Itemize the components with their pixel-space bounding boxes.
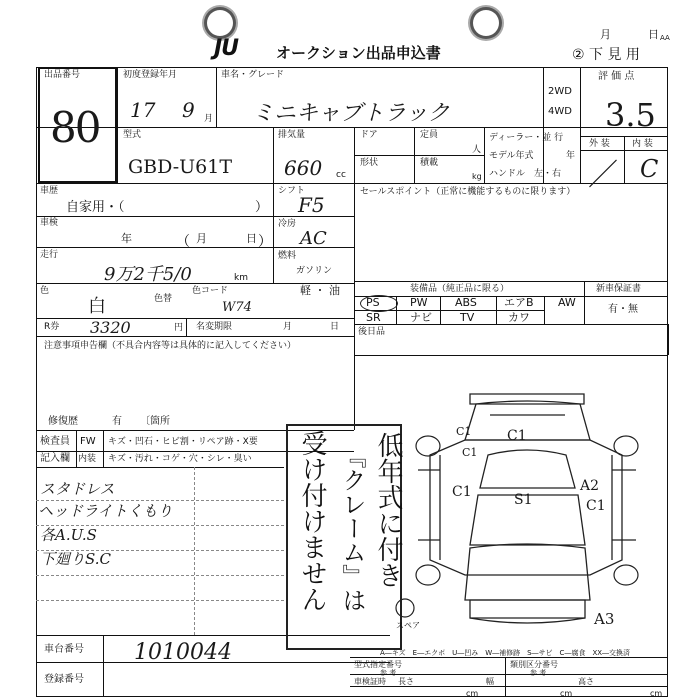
inspector-fw: FW: [80, 436, 96, 447]
height-label: 高さ: [578, 677, 594, 686]
width-label: 幅: [486, 677, 494, 686]
color-label: 色: [40, 286, 50, 296]
warranty-value: 有・無: [608, 304, 638, 315]
exterior-label: 外 装: [589, 139, 610, 149]
notes-label: 注意事項申告欄（不具合内容等は具体的に記入してください）: [44, 341, 297, 351]
stamp-line-3: 受け付けません: [297, 430, 327, 612]
class-number-label: 類別区分番号: [510, 660, 558, 669]
type-approval-label: 型式指定番号: [354, 660, 402, 669]
model-label: 型式: [123, 130, 142, 140]
inspection-label: 車検: [40, 218, 59, 228]
color-code-label: 色コード: [192, 286, 229, 296]
shape-label: 形状: [360, 158, 379, 168]
drive-2wd: 2WD: [548, 86, 572, 97]
fuel-label: 燃料: [278, 251, 297, 261]
class-number-ref: 参 考: [530, 669, 547, 677]
remark-1: スタドレス: [40, 480, 115, 498]
equip-abs: ABS: [455, 296, 477, 309]
repair-value: 有: [112, 416, 122, 427]
equipment-label: 装備品（純正品に限る）: [410, 284, 510, 294]
equip-sr: SR: [366, 311, 381, 324]
load-label: 積載: [420, 158, 439, 168]
equip-tv: TV: [460, 311, 475, 324]
damage-mark-5: S1: [514, 492, 533, 508]
repair-bracket: 〔箇所: [140, 416, 170, 427]
damage-legend: A―キズ E―エクボ U―凹み W―補修跡 S―サビ C―腐食 XX―交換済: [380, 649, 631, 657]
record-in: 内装: [78, 454, 97, 464]
width-unit: cm: [560, 689, 573, 698]
door-label: ドア: [360, 130, 378, 140]
history-value: 自家用・（: [66, 200, 125, 215]
car-name-value: ミニキャブトラック: [252, 101, 450, 126]
mileage-unit: km: [234, 273, 248, 283]
mileage-value: 9万2千5/0: [104, 264, 192, 285]
chassis-label: 車台番号: [44, 644, 84, 655]
height-unit: cm: [650, 689, 663, 698]
spare-label: スペア: [396, 621, 420, 630]
length-label: 長さ: [398, 677, 414, 686]
interior-value: C: [640, 155, 659, 183]
name-change-month: 月: [283, 322, 293, 332]
header-aa: AA: [660, 34, 670, 42]
lot-number-label: 出品番号: [44, 70, 81, 80]
aircon-label: 冷房: [278, 219, 297, 229]
stamp-line-1: 低年式に付き: [373, 432, 403, 588]
exterior-value: ／: [588, 158, 618, 193]
remark-4: 下廻りS.C: [40, 550, 111, 568]
equip-aw: AW: [558, 296, 576, 309]
model-value: GBD-U61T: [128, 156, 233, 178]
damage-mark-4: C1: [462, 446, 478, 459]
ju-logo: JU: [214, 36, 239, 61]
fuel-light-oil: 軽 ・ 油: [300, 284, 340, 297]
mileage-label: 走行: [40, 250, 59, 260]
drive-4wd: 4WD: [548, 106, 572, 117]
equip-pw: PW: [410, 296, 428, 309]
inspector-items: キズ・凹石・ヒビ割・リペア跡・X要: [108, 437, 258, 447]
damage-mark-7: C1: [586, 498, 606, 514]
color-change-label: 色替: [154, 294, 173, 304]
interior-label: 内 装: [632, 139, 653, 149]
load-unit: kg: [472, 172, 482, 181]
type-approval-ref: 参 考: [380, 669, 397, 677]
first-reg-year: 17: [130, 98, 156, 122]
inspector-label: 検査員: [40, 436, 70, 447]
capacity-unit: 人: [472, 145, 482, 155]
repair-label: 修復歴: [48, 416, 78, 427]
fuel-gasoline: ガソリン: [296, 266, 333, 276]
history-label: 車歴: [40, 186, 59, 196]
rear-item-label: 後日品: [358, 327, 386, 337]
stamp-line-2: 『クレーム』は: [338, 444, 366, 612]
damage-mark-3: C1: [452, 484, 472, 500]
damage-mark-1: C1: [507, 428, 527, 444]
equip-ps: PS: [366, 296, 380, 309]
r-ticket-value: 3320: [90, 318, 131, 337]
equip-leather: カワ: [508, 311, 530, 324]
sales-point-label: セールスポイント（正常に機能するものに限ります）: [360, 187, 576, 197]
header-month-label: 月: [600, 28, 611, 41]
name-change-day: 日: [330, 322, 340, 332]
r-ticket-unit: 円: [174, 323, 184, 333]
first-reg-month: 9: [182, 98, 195, 122]
first-reg-label: 初度登録年月: [123, 70, 178, 80]
equip-airbag: エアB: [504, 296, 534, 309]
lot-number-value: 80: [50, 103, 100, 152]
remark-2: ヘッドライトくもり: [38, 502, 173, 520]
car-name-label: 車名・グレード: [221, 70, 285, 80]
damage-mark-8: A3: [594, 610, 615, 628]
displacement-label: 排気量: [278, 130, 306, 140]
chassis-value: 1010044: [134, 640, 232, 665]
remark-3: 各A.U.S: [40, 526, 97, 544]
warranty-label: 新車保証書: [596, 284, 642, 294]
aircon-value: AC: [300, 228, 327, 249]
history-close: ）: [255, 200, 269, 215]
displacement-value: 660: [284, 156, 323, 180]
model-year-label: モデル年式: [489, 151, 534, 161]
r-ticket-label: R券: [44, 322, 60, 332]
model-year-unit: 年: [566, 151, 576, 161]
inspection-month: 月: [196, 232, 207, 245]
handle-label: ハンドル 左・右: [489, 169, 562, 179]
inspection-year: 年: [121, 232, 132, 245]
damage-mark-6: A2: [580, 478, 600, 494]
damage-mark-2: C1: [456, 425, 472, 438]
color-value: 白: [88, 296, 106, 317]
header-day-label: 日: [648, 28, 659, 41]
length-unit: cm: [466, 689, 479, 698]
equip-navi: ナビ: [410, 311, 432, 324]
shift-label: シフト: [278, 186, 306, 196]
cert-label: 車検証時: [354, 677, 386, 686]
rating-value: 3.5: [605, 96, 656, 134]
name-change-label: 名変期限: [196, 322, 233, 332]
shift-value: F5: [298, 193, 325, 217]
capacity-label: 定員: [420, 130, 439, 140]
copy-label: ② 下 見 用: [572, 47, 640, 63]
registration-label: 登録番号: [44, 674, 84, 685]
record-items: キズ・汚れ・コゲ・穴・シレ・臭い: [108, 454, 252, 464]
form-title: オークション出品申込書: [276, 44, 441, 62]
record-label: 記入欄: [40, 453, 70, 464]
inspection-day: 日: [246, 232, 257, 245]
rating-label: 評 価 点: [598, 71, 635, 82]
color-code-value: W74: [222, 300, 252, 315]
dealer-label: ディーラー・並 行: [489, 133, 564, 143]
first-reg-month-unit: 月: [204, 114, 214, 124]
displacement-unit: cc: [336, 170, 346, 180]
